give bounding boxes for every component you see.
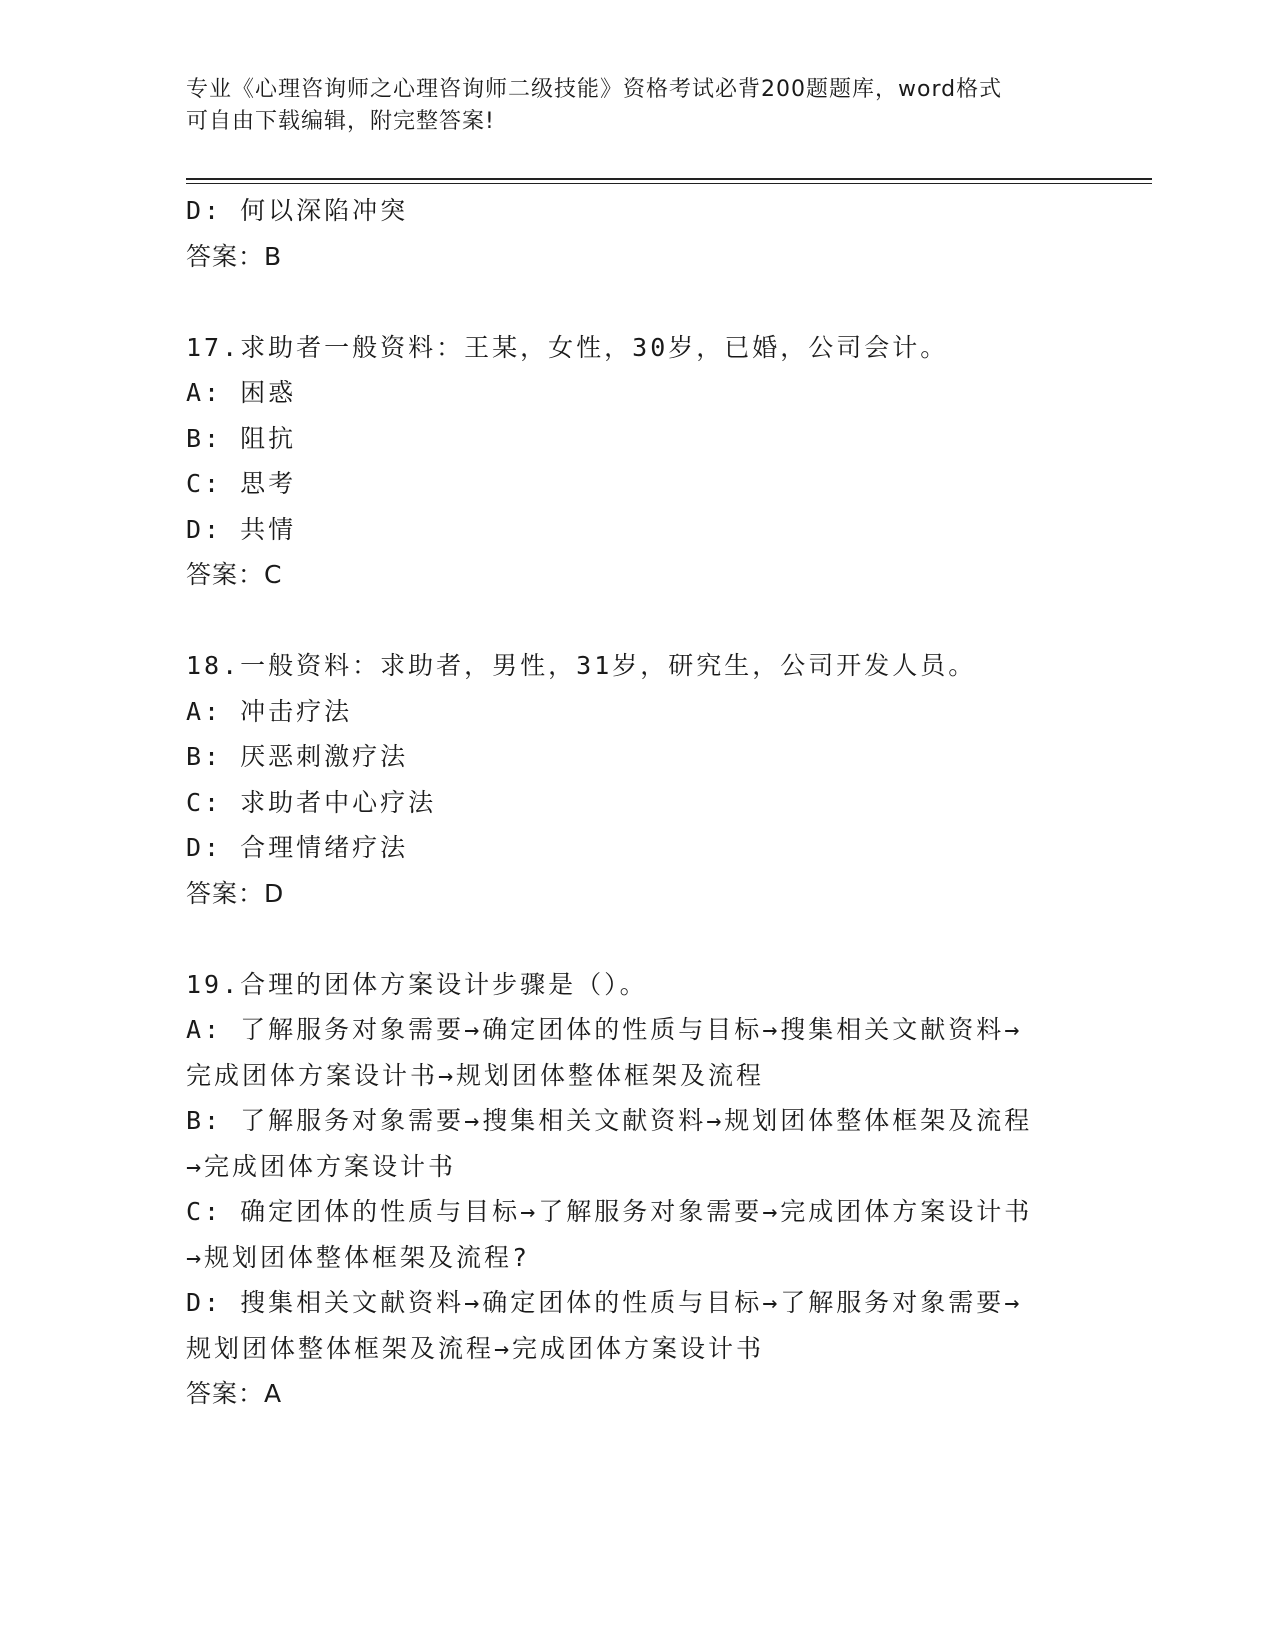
document-body [186,188,1086,1417]
spacer [186,279,1086,325]
option-b-line-1: B: 了解服务对象需要→搜集相关文献资料→规划团体整体框架及流程 [186,1106,1033,1135]
answer: 答案：C [186,560,283,589]
option-b: B: 阻抗 [186,423,297,453]
page-header [186,74,1066,138]
option-a: A: 冲击疗法 [186,696,353,726]
option-c-line-1: C: 确定团体的性质与目标→了解服务对象需要→完成团体方案设计书 [186,1197,1033,1226]
option-d: D: 何以深陷冲突 [186,196,409,225]
header-line-2: 可自由下载编辑，附完整答案! [186,109,495,134]
option-c: C: 求助者中心疗法 [186,787,437,817]
option-d-line-2: 规划团体整体框架及流程→完成团体方案设计书 [186,1333,765,1363]
option-b-line-2: →完成团体方案设计书 [186,1151,457,1181]
header-line-1: 专业《心理咨询师之心理咨询师二级技能》资格考试必背200题题库，word格式 [186,77,1003,102]
question-stem: 18.一般资料：求助者，男性，31岁，研究生，公司开发人员。 [186,651,977,680]
answer: 答案：A [186,1379,283,1408]
option-a-line-1: A: 了解服务对象需要→确定团体的性质与目标→搜集相关文献资料→ [186,1015,1023,1044]
answer: 答案：B [186,241,283,271]
header-divider-thin [186,183,1152,184]
spacer [186,598,1086,644]
header-divider-thick [186,178,1152,180]
question-18 [186,643,1086,916]
option-c: C: 思考 [186,469,297,498]
option-d: D: 共情 [186,514,297,544]
question-19 [186,962,1086,1417]
answer: 答案：D [186,878,285,908]
question-17 [186,325,1086,598]
option-b: B: 厌恶刺激疗法 [186,742,409,771]
option-d-line-1: D: 搜集相关文献资料→确定团体的性质与目标→了解服务对象需要→ [186,1288,1023,1317]
option-d: D: 合理情绪疗法 [186,833,409,862]
spacer [186,916,1086,962]
option-a: A: 困惑 [186,378,297,407]
option-c-line-2: →规划团体整体框架及流程? [186,1242,531,1272]
option-a-line-2: 完成团体方案设计书→规划团体整体框架及流程 [186,1060,765,1090]
question-stem: 19.合理的团体方案设计步骤是（）。 [186,969,648,999]
question-stem: 17.求助者一般资料：王某，女性，30岁，已婚，公司会计。 [186,332,949,362]
